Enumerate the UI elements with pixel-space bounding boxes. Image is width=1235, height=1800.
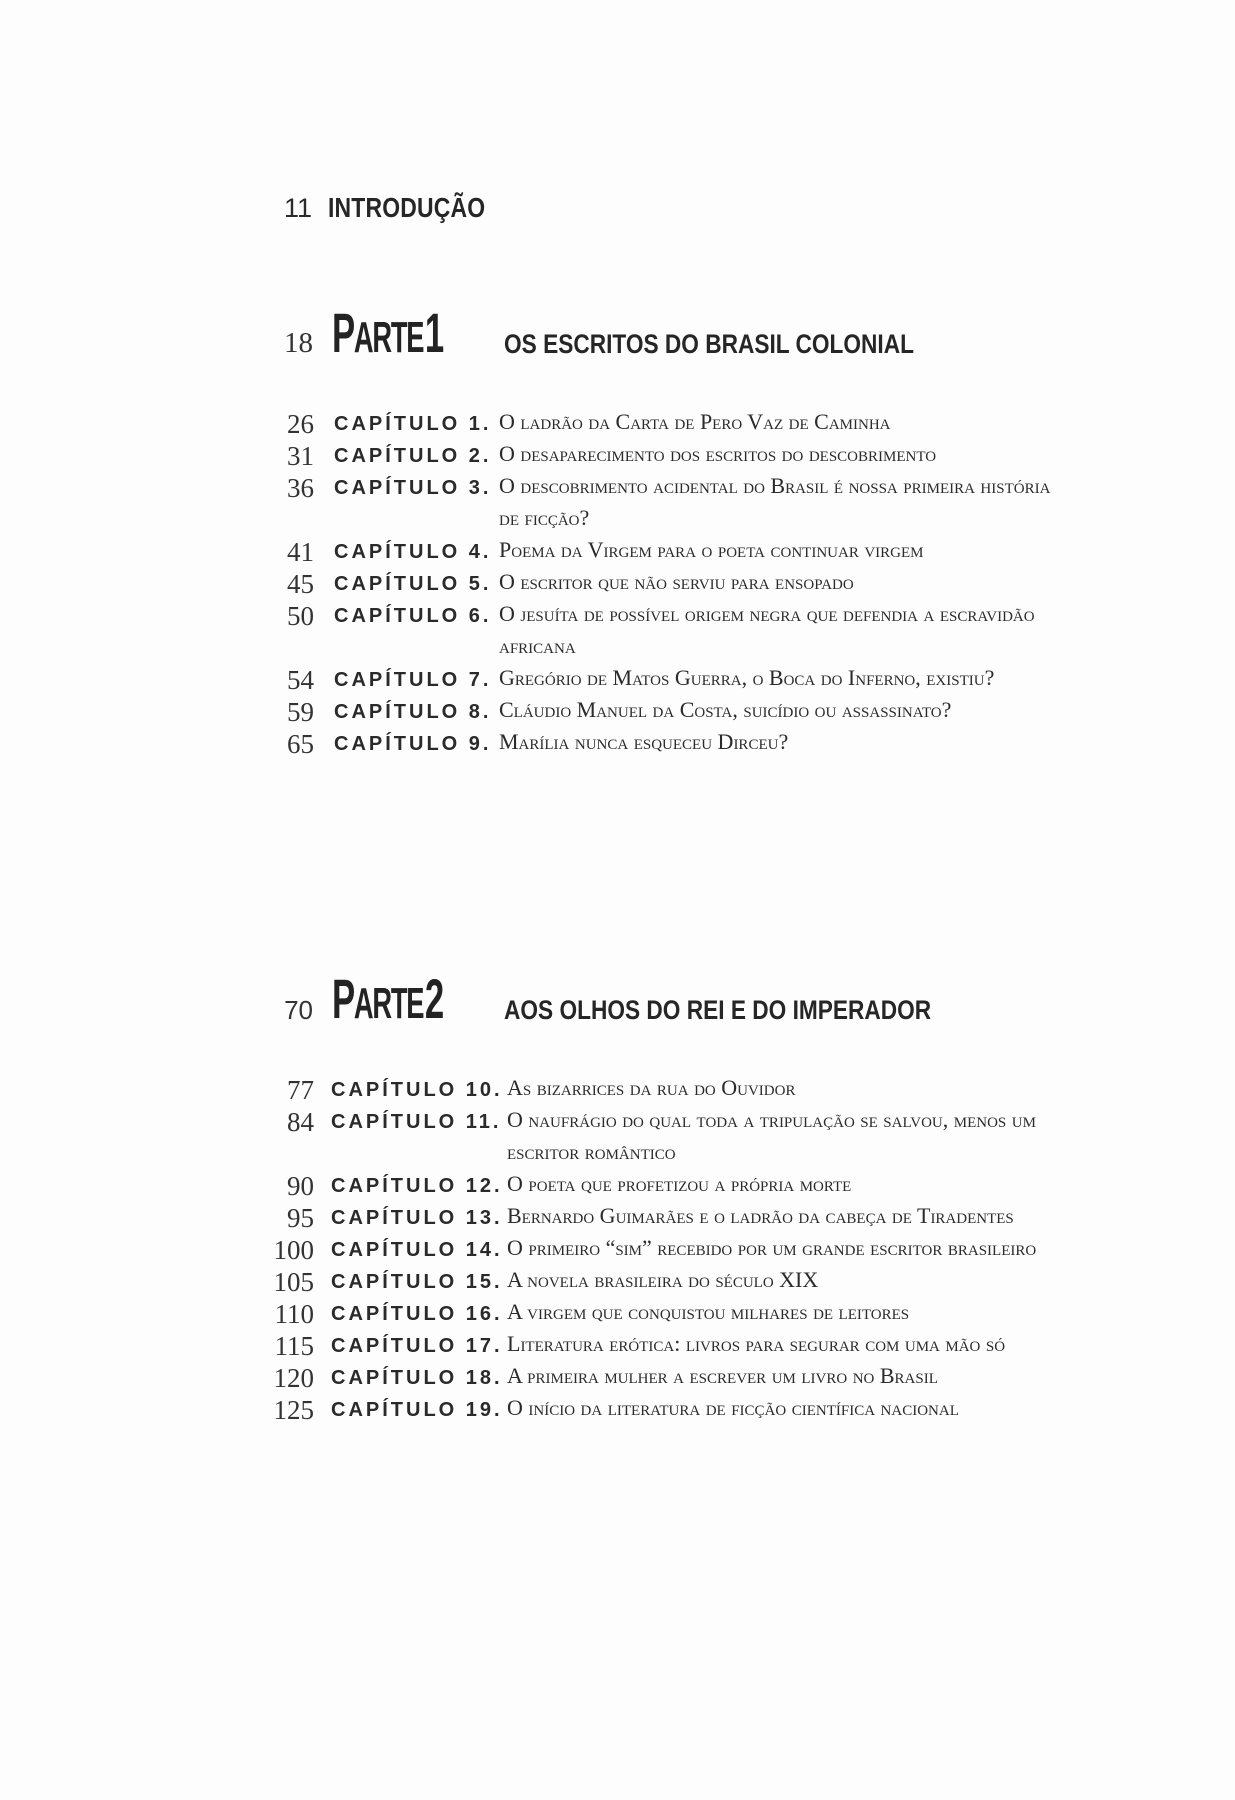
part-1-title: OS ESCRITOS DO BRASIL COLONIAL bbox=[504, 329, 914, 359]
chapter-label: CAPÍTULO 9. bbox=[334, 733, 492, 755]
toc-chapter-row[interactable] bbox=[0, 1104, 1235, 1168]
chapter-title: O poeta que profetizou a própria morte bbox=[507, 1171, 852, 1196]
chapter-title: Gregório de Matos Guerra, o Boca do Inferno, existiu? bbox=[499, 665, 995, 690]
chapter-label: CAPÍTULO 13. bbox=[331, 1207, 503, 1229]
toc-chapter-row[interactable] bbox=[0, 534, 1235, 566]
chapter-title: Literatura erótica: livros para segurar com uma mão só bbox=[507, 1331, 1006, 1356]
chapter-label: CAPÍTULO 6. bbox=[334, 605, 492, 627]
chapter-page-number: 45 bbox=[287, 569, 314, 599]
chapter-title: O descobrimento acidental do Brasil é nossa primeira história de ficção? bbox=[499, 473, 1051, 530]
chapter-label: CAPÍTULO 16. bbox=[331, 1303, 503, 1325]
part-2-chapter-list bbox=[0, 1072, 1235, 1424]
toc-chapter-row[interactable] bbox=[0, 1296, 1235, 1328]
chapter-page-number: 59 bbox=[287, 697, 314, 727]
chapter-label: CAPÍTULO 10. bbox=[331, 1079, 503, 1101]
introduction-label: INTRODUÇÃO bbox=[328, 192, 486, 223]
chapter-label: CAPÍTULO 18. bbox=[331, 1367, 503, 1389]
toc-chapter-row[interactable] bbox=[0, 1168, 1235, 1200]
part-1-page-number: 18 bbox=[284, 327, 313, 359]
chapter-page-number: 100 bbox=[273, 1235, 314, 1265]
part-2-heading: PARTE 2 bbox=[332, 967, 443, 1030]
chapter-label: CAPÍTULO 1. bbox=[334, 413, 492, 435]
chapter-title: O desaparecimento dos escritos do descobrimento bbox=[499, 441, 937, 466]
toc-chapter-row[interactable] bbox=[0, 438, 1235, 470]
chapter-label: CAPÍTULO 12. bbox=[331, 1175, 503, 1197]
toc-chapter-row[interactable] bbox=[0, 1072, 1235, 1104]
chapter-label: CAPÍTULO 7. bbox=[334, 669, 492, 691]
chapter-page-number: 77 bbox=[287, 1075, 314, 1105]
chapter-label: CAPÍTULO 17. bbox=[331, 1335, 503, 1357]
chapter-label: CAPÍTULO 5. bbox=[334, 573, 492, 595]
toc-chapter-row[interactable] bbox=[0, 1360, 1235, 1392]
chapter-label: CAPÍTULO 3. bbox=[334, 477, 492, 499]
chapter-label: CAPÍTULO 14. bbox=[331, 1239, 503, 1261]
toc-chapter-row[interactable] bbox=[0, 470, 1235, 534]
chapter-page-number: 26 bbox=[287, 409, 314, 439]
chapter-page-number: 90 bbox=[287, 1171, 314, 1201]
chapter-label: CAPÍTULO 15. bbox=[331, 1271, 503, 1293]
chapter-label: CAPÍTULO 8. bbox=[334, 701, 492, 723]
introduction-page-number: 11 bbox=[284, 193, 313, 223]
toc-chapter-row[interactable] bbox=[0, 598, 1235, 662]
chapter-page-number: 105 bbox=[273, 1267, 314, 1297]
chapter-page-number: 50 bbox=[287, 601, 314, 631]
toc-introduction[interactable] bbox=[284, 192, 520, 224]
chapter-title: As bizarrices da rua do Ouvidor bbox=[507, 1075, 796, 1100]
chapter-page-number: 54 bbox=[287, 665, 314, 695]
chapter-page-number: 95 bbox=[287, 1203, 314, 1233]
chapter-title: Bernardo Guimarães e o ladrão da cabeça de Tiradentes bbox=[507, 1203, 1014, 1228]
toc-chapter-row[interactable] bbox=[0, 1264, 1235, 1296]
chapter-title: A virgem que conquistou milhares de leitores bbox=[507, 1299, 910, 1324]
toc-chapter-row[interactable] bbox=[0, 406, 1235, 438]
chapter-title: A primeira mulher a escrever um livro no Brasil bbox=[507, 1363, 938, 1388]
chapter-title: Marília nunca esqueceu Dirceu? bbox=[499, 729, 789, 754]
part-1-heading: PARTE 1 bbox=[332, 301, 443, 364]
chapter-page-number: 84 bbox=[287, 1107, 314, 1137]
chapter-label: CAPÍTULO 4. bbox=[334, 541, 492, 563]
toc-chapter-row[interactable] bbox=[0, 1200, 1235, 1232]
part-2-title: AOS OLHOS DO REI E DO IMPERADOR bbox=[504, 995, 932, 1025]
chapter-title: O jesuíta de possível origem negra que defendia a escravidão africana bbox=[499, 601, 1035, 658]
chapter-title: A novela brasileira do século XIX bbox=[507, 1267, 819, 1292]
chapter-label: CAPÍTULO 11. bbox=[331, 1111, 502, 1133]
chapter-page-number: 36 bbox=[287, 473, 314, 503]
chapter-title: Cláudio Manuel da Costa, suicídio ou assassinato? bbox=[499, 697, 952, 722]
toc-chapter-row[interactable] bbox=[0, 662, 1235, 694]
toc-chapter-row[interactable] bbox=[0, 1328, 1235, 1360]
chapter-title: Poema da Virgem para o poeta continuar virgem bbox=[499, 537, 924, 562]
chapter-page-number: 65 bbox=[287, 729, 314, 759]
chapter-title: O naufrágio do qual toda a tripulação se salvou, menos um escritor romântico bbox=[507, 1107, 1036, 1164]
part-2-header[interactable] bbox=[0, 966, 1235, 1036]
chapter-label: CAPÍTULO 2. bbox=[334, 445, 492, 467]
chapter-title: O ladrão da Carta de Pero Vaz de Caminha bbox=[499, 409, 891, 434]
chapter-title: O escritor que não serviu para ensopado bbox=[499, 569, 854, 594]
part-1-chapter-list bbox=[0, 406, 1235, 758]
chapter-page-number: 120 bbox=[273, 1363, 314, 1393]
toc-chapter-row[interactable] bbox=[0, 566, 1235, 598]
part-1-header[interactable] bbox=[0, 300, 1235, 370]
chapter-title: O primeiro “sim” recebido por um grande escritor brasileiro bbox=[507, 1235, 1037, 1260]
toc-chapter-row[interactable] bbox=[0, 694, 1235, 726]
chapter-label: CAPÍTULO 19. bbox=[331, 1399, 503, 1421]
chapter-page-number: 110 bbox=[274, 1299, 314, 1329]
chapter-page-number: 31 bbox=[287, 441, 314, 471]
part-2-page-number: 70 bbox=[284, 995, 313, 1025]
chapter-page-number: 125 bbox=[273, 1395, 314, 1425]
toc-chapter-row[interactable] bbox=[0, 1392, 1235, 1424]
chapter-page-number: 41 bbox=[287, 537, 314, 567]
toc-chapter-row[interactable] bbox=[0, 1232, 1235, 1264]
chapter-page-number: 115 bbox=[274, 1331, 314, 1361]
chapter-title: O início da literatura de ficção científica nacional bbox=[507, 1395, 959, 1420]
toc-chapter-row[interactable] bbox=[0, 726, 1235, 758]
